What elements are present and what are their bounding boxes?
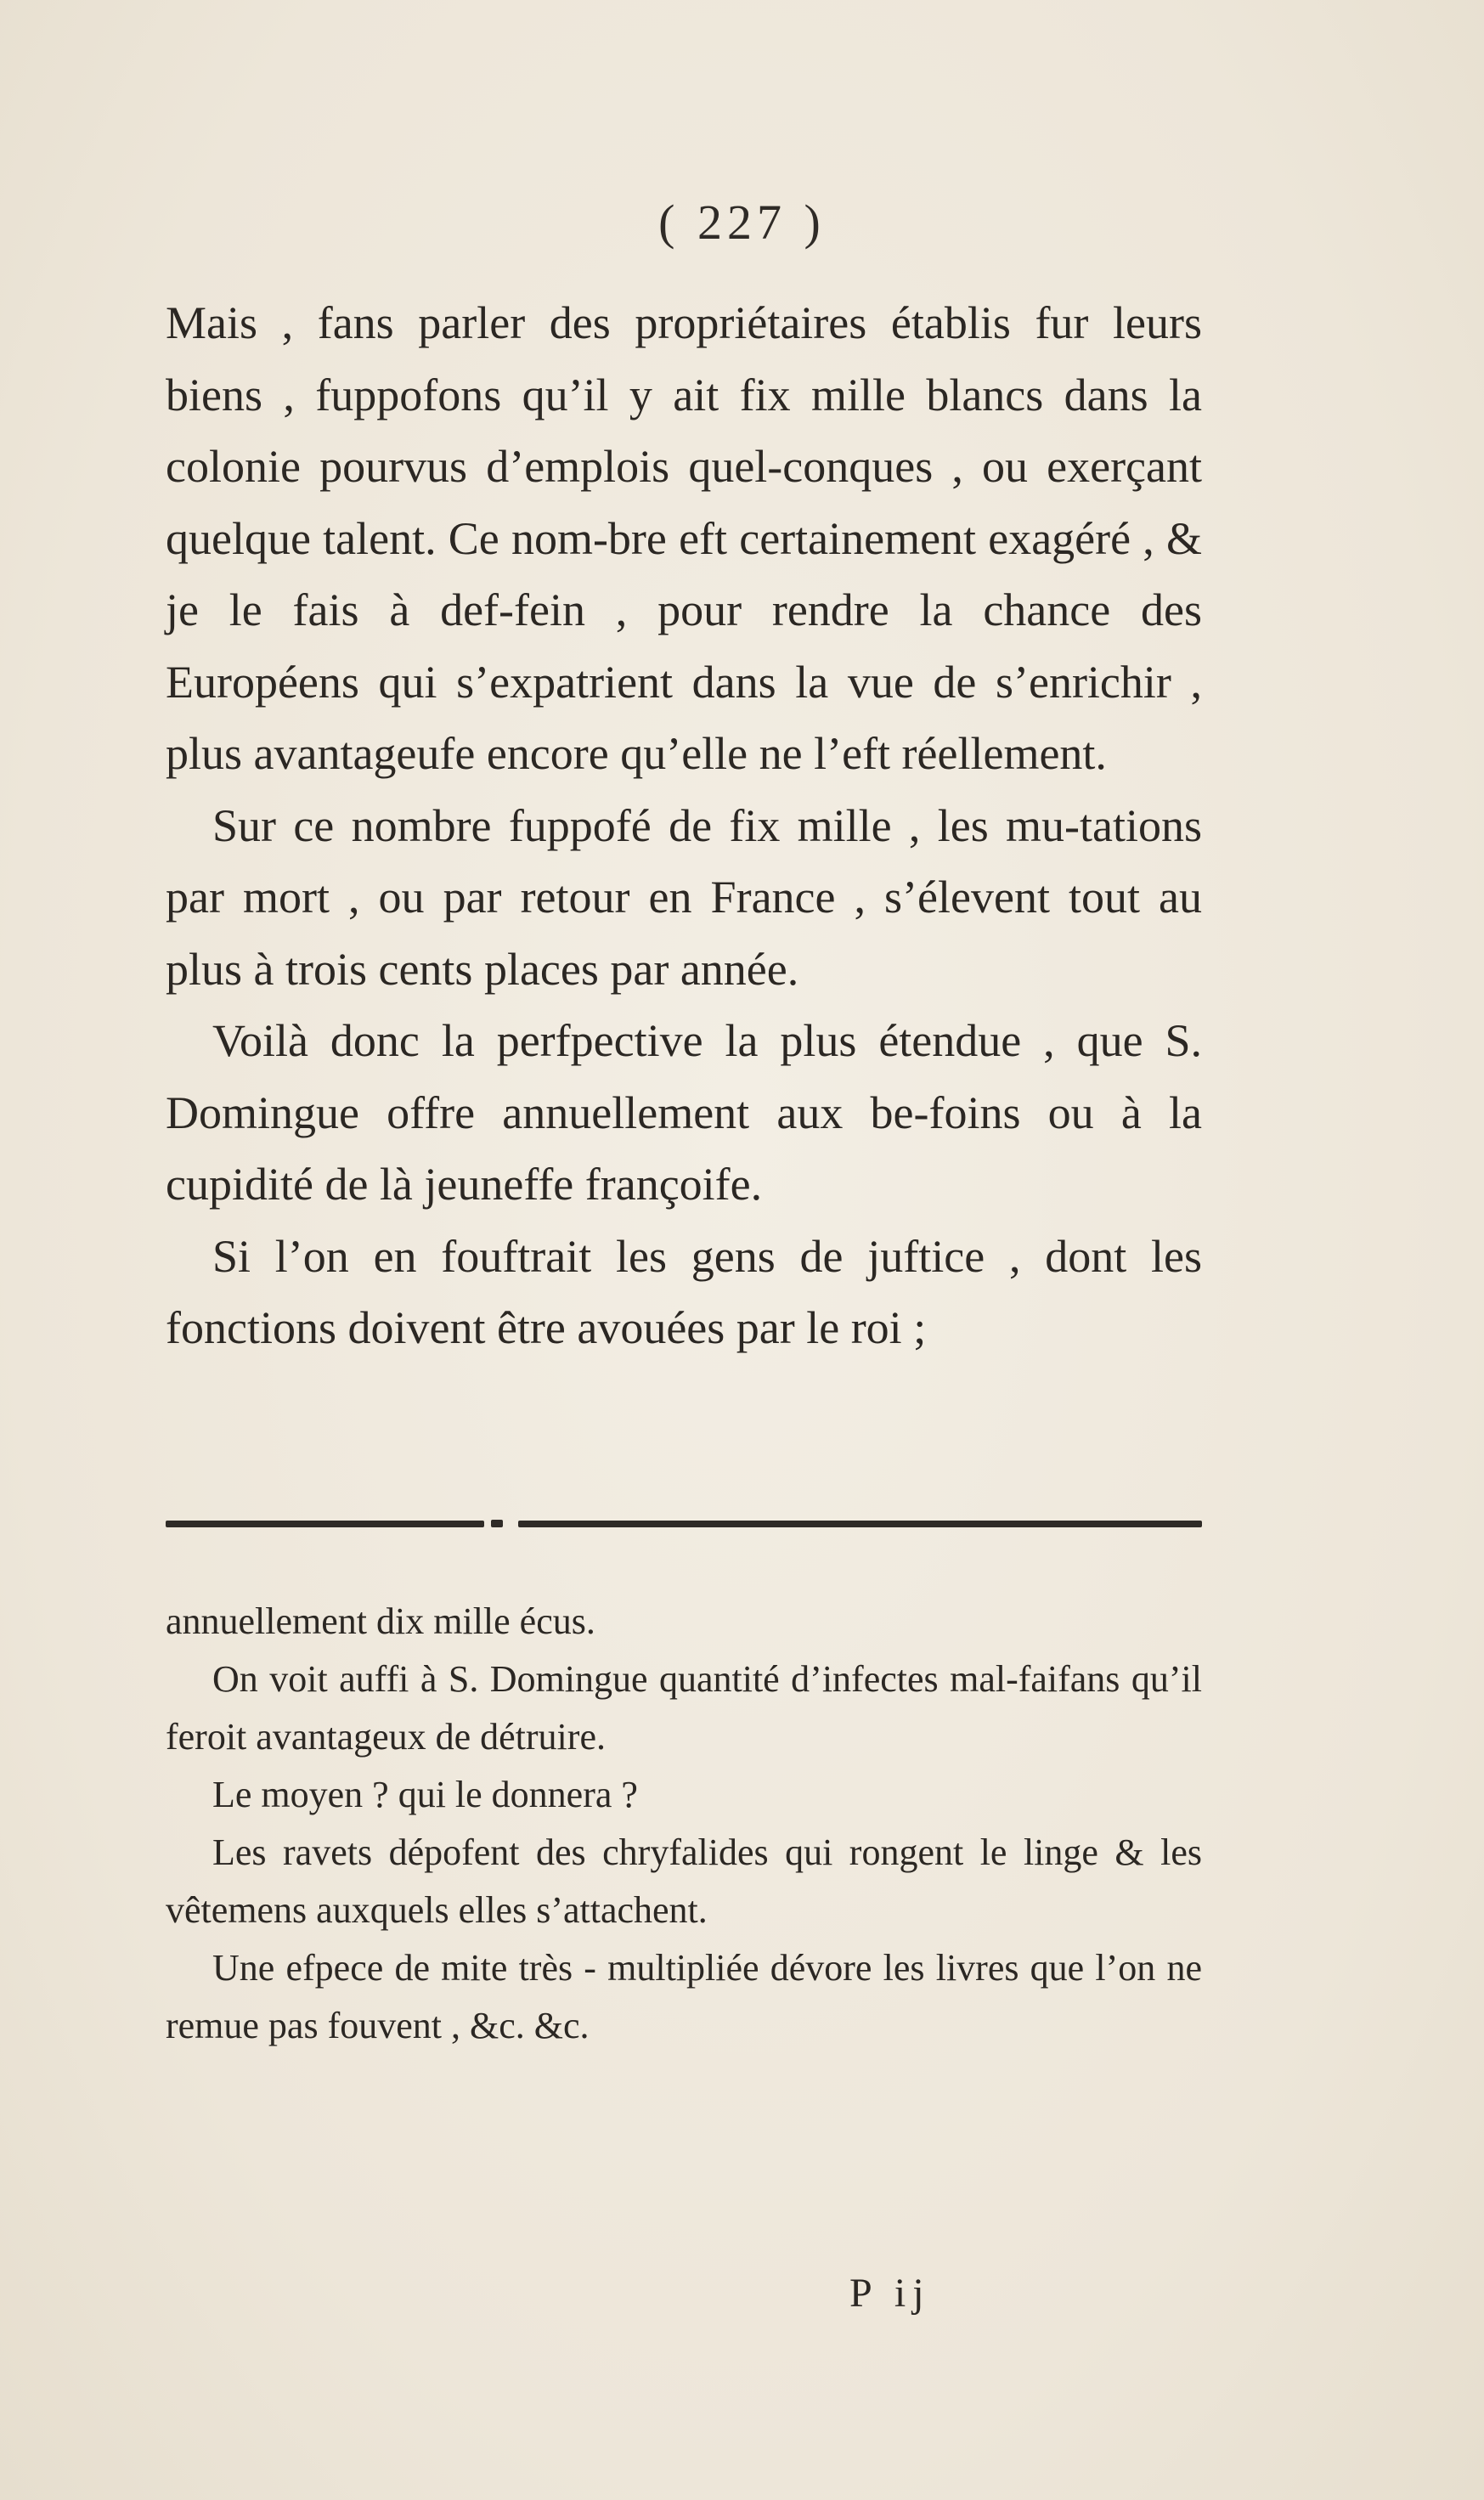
separator-rule-dot	[491, 1520, 503, 1527]
note-continuation: annuellement dix mille écus.	[166, 1600, 595, 1642]
main-paragraph-4: Si l’on en fouftrait les gens de juftice , dont les fonctions doivent être avouées par le roi ;	[166, 1230, 1202, 1353]
separator-rule-right	[518, 1521, 1202, 1527]
note-paragraph-2: Le moyen ? qui le donnera ?	[212, 1774, 638, 1815]
note-paragraph-1: On voit auffi à S. Domingue quantité d’infectes mal-faifans qu’il feroit avantageux de détruire.	[166, 1658, 1202, 1758]
note-paragraph-4: Une efpece de mite très - multipliée dévore les livres que l’on ne remue pas fouvent , &c. &c.	[166, 1947, 1202, 2046]
signature-mark: P ij	[849, 2271, 931, 2316]
main-paragraph-1: Mais , fans parler des propriétaires établis fur leurs biens , fuppofons qu’il y ait fix mille blancs dans la colonie pourvus d’emplois quel-conques , ou exerçant quelque talent. Ce nom-bre eft certainement exagéré , & je le fais à def-fein , pour rendre la chance des Européens qui s’expatrient dans la vue de s’enrichir , plus avantageufe encore qu’elle ne l’eft réellement.	[166, 297, 1202, 779]
main-paragraph-3: Voilà donc la perfpective la plus étendue , que S. Domingue offre annuellement aux be-foins ou à la cupidité de là jeuneffe françoife.	[166, 1015, 1202, 1210]
page-header: ( 227 )	[658, 195, 826, 250]
note-paragraph-3: Les ravets dépofent des chryfalides qui rongent le linge & les vêtemens auxquels elles s’attachent.	[166, 1831, 1202, 1931]
separator-rule-left	[166, 1521, 484, 1527]
footnotes	[166, 1593, 1202, 2055]
main-paragraph-2: Sur ce nombre fuppofé de fix mille , les mu-tations par mort , ou par retour en France , s’élevent tout au plus à trois cents places par année.	[166, 799, 1202, 995]
main-text	[166, 287, 1202, 1364]
